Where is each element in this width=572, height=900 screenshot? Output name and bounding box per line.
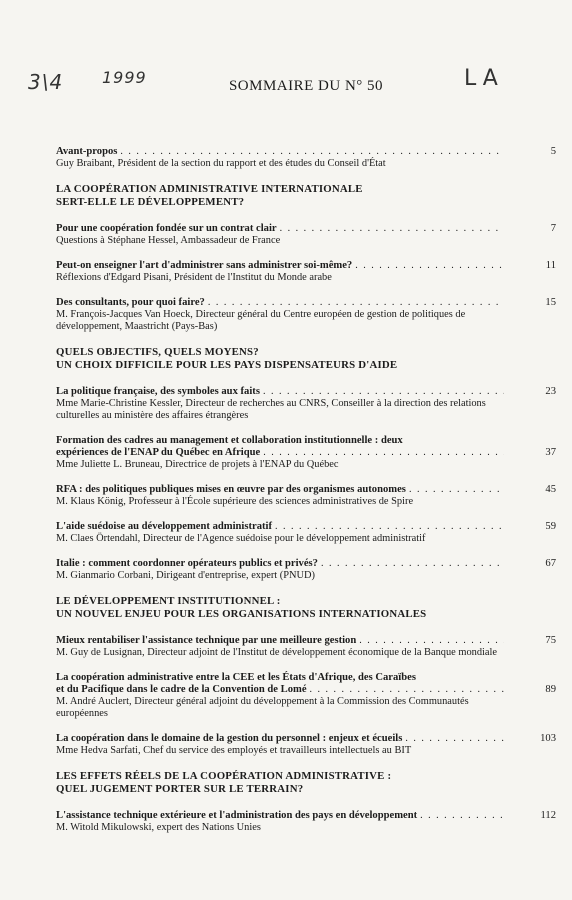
toc-entry[interactable] [56, 435, 556, 471]
entry-title: L'assistance technique extérieure et l'administration des pays en développement [56, 810, 418, 821]
page-number: 7 [550, 223, 556, 234]
page-number: 103 [540, 733, 556, 744]
toc-entry[interactable] [56, 558, 556, 582]
entry-author: M. François-Jacques Van Hoeck, Directeur général du Centre européen de gestion de politiques de développement, Maastricht (Pays-Bas) [56, 309, 466, 332]
entry-author: Réflexions d'Edgard Pisani, Président de l'Institut du Monde arabe [56, 272, 332, 283]
entry-title-row [56, 733, 504, 745]
page-number: 89 [545, 684, 556, 695]
section-heading [56, 770, 504, 796]
section-heading-line: UN NOUVEL ENJEU POUR LES ORGANISATIONS INTERNATIONALES [56, 608, 427, 620]
dot-leader [420, 810, 504, 822]
table-of-contents [56, 146, 556, 847]
handwritten-note-right: LA [464, 66, 504, 91]
entry-title-row [56, 810, 504, 822]
section-heading [56, 183, 504, 209]
dot-leader [355, 260, 504, 272]
entry-title: L'aide suédoise au développement administratif [56, 521, 273, 532]
page-number: 5 [550, 146, 556, 157]
dot-leader [321, 558, 504, 570]
toc-entry[interactable] [56, 521, 556, 545]
toc-entry[interactable] [56, 146, 556, 170]
entry-title-row [56, 146, 504, 158]
entry-title: RFA : des politiques publiques mises en œuvre par des organismes autonomes [56, 484, 406, 495]
entry-author: Guy Braibant, Président de la section du rapport et des études du Conseil d'État [56, 158, 386, 169]
entry-title: Avant-propos [56, 146, 118, 157]
entry-title: Italie : comment coordonner opérateurs publics et privés? [56, 558, 318, 569]
toc-entry[interactable] [56, 733, 556, 757]
toc-entry[interactable] [56, 484, 556, 508]
section-heading-line: QUELS OBJECTIFS, QUELS MOYENS? [56, 346, 259, 358]
entry-title-first-line: La coopération administrative entre la CEE et les États d'Afrique, des Caraïbes [56, 672, 416, 683]
section-heading [56, 595, 504, 621]
page-number: 37 [545, 447, 556, 458]
section-heading [56, 346, 504, 372]
entry-title-row [56, 684, 504, 696]
dot-leader [359, 635, 504, 647]
entry-title: Pour une coopération fondée sur un contrat clair [56, 223, 277, 234]
entry-author: M. Guy de Lusignan, Directeur adjoint de l'Institut de développement économique de la Banque mondiale [56, 647, 498, 658]
page-number: 15 [545, 297, 556, 308]
toc-entry[interactable] [56, 672, 556, 720]
entry-title-row [56, 223, 504, 235]
dot-leader [263, 386, 504, 398]
dot-leader [405, 733, 504, 745]
entry-author: M. Witold Mikulowski, expert des Nations Unies [56, 822, 261, 833]
section-heading-line: LA COOPÉRATION ADMINISTRATIVE INTERNATIONALE [56, 183, 363, 195]
entry-author: Questions à Stéphane Hessel, Ambassadeur de France [56, 235, 281, 246]
entry-title-row [56, 297, 504, 309]
toc-entry[interactable] [56, 297, 556, 333]
entry-author: M. Gianmario Corbani, Dirigeant d'entreprise, expert (PNUD) [56, 570, 315, 581]
toc-entry[interactable] [56, 223, 556, 247]
dot-leader [120, 146, 504, 158]
entry-title-row [56, 558, 504, 570]
entry-title-row [56, 635, 504, 647]
entry-author: Mme Juliette L. Bruneau, Directrice de projets à l'ENAP du Québec [56, 459, 339, 470]
dot-leader [409, 484, 504, 496]
dot-leader [275, 521, 504, 533]
entry-author: Mme Marie-Christine Kessler, Directeur de recherches au CNRS, Conseiller à la direction des relations culturelles au ministère des affaires étrangères [56, 398, 486, 421]
toc-entry[interactable] [56, 810, 556, 834]
dot-leader [263, 447, 504, 459]
section-heading-line: LE DÉVELOPPEMENT INSTITUTIONNEL : [56, 595, 281, 607]
page-number: 75 [545, 635, 556, 646]
entry-title: La politique française, des symboles aux faits [56, 386, 260, 397]
page-number: 45 [545, 484, 556, 495]
section-heading-line: SERT-ELLE LE DÉVELOPPEMENT? [56, 196, 245, 208]
entry-author: M. Klaus König, Professeur à l'École supérieure des sciences administratives de Spire [56, 496, 414, 507]
entry-title: Peut-on enseigner l'art d'administrer sans administrer soi-même? [56, 260, 353, 271]
entry-title: et du Pacifique dans le cadre de la Convention de Lomé [56, 684, 307, 695]
toc-entry[interactable] [56, 635, 556, 659]
entry-title: expériences de l'ENAP du Québec en Afrique [56, 447, 261, 458]
entry-title-row [56, 260, 504, 272]
entry-author: Mme Hedva Sarfati, Chef du service des employés et travailleurs intellectuels au BIT [56, 745, 412, 756]
entry-title-row [56, 521, 504, 533]
page-number: 112 [540, 810, 556, 821]
toc-entry[interactable] [56, 260, 556, 284]
page-number: 23 [545, 386, 556, 397]
entry-title-row [56, 386, 504, 398]
handwritten-note-year: 1999 [102, 68, 147, 87]
entry-title-row [56, 484, 504, 496]
page-number: 67 [545, 558, 556, 569]
toc-entry[interactable] [56, 386, 556, 422]
section-heading-line: UN CHOIX DIFFICILE POUR LES PAYS DISPENSATEURS D'AIDE [56, 359, 398, 371]
page-number: 11 [545, 260, 556, 271]
entry-author: M. André Auclert, Directeur général adjoint du développement à la Commission des Communautés européennes [56, 696, 469, 719]
page-title: SOMMAIRE DU N° 50 [228, 78, 384, 94]
entry-author: M. Claes Örtendahl, Directeur de l'Agence suédoise pour le développement administratif [56, 533, 426, 544]
entry-title: La coopération dans le domaine de la gestion du personnel : enjeux et écueils [56, 733, 403, 744]
entry-title-first-line: Formation des cadres au management et collaboration institutionnelle : deux [56, 435, 403, 446]
entry-title: Mieux rentabiliser l'assistance technique par une meilleure gestion [56, 635, 357, 646]
entry-title: Des consultants, pour quoi faire? [56, 297, 205, 308]
page-number: 59 [545, 521, 556, 532]
dot-leader [310, 684, 504, 696]
dot-leader [280, 223, 504, 235]
entry-title-row [56, 447, 504, 459]
dot-leader [208, 297, 504, 309]
section-heading-line: QUEL JUGEMENT PORTER SUR LE TERRAIN? [56, 783, 304, 795]
section-heading-line: LES EFFETS RÉELS DE LA COOPÉRATION ADMINISTRATIVE : [56, 770, 392, 782]
handwritten-note-left: 3\4 [28, 70, 64, 94]
